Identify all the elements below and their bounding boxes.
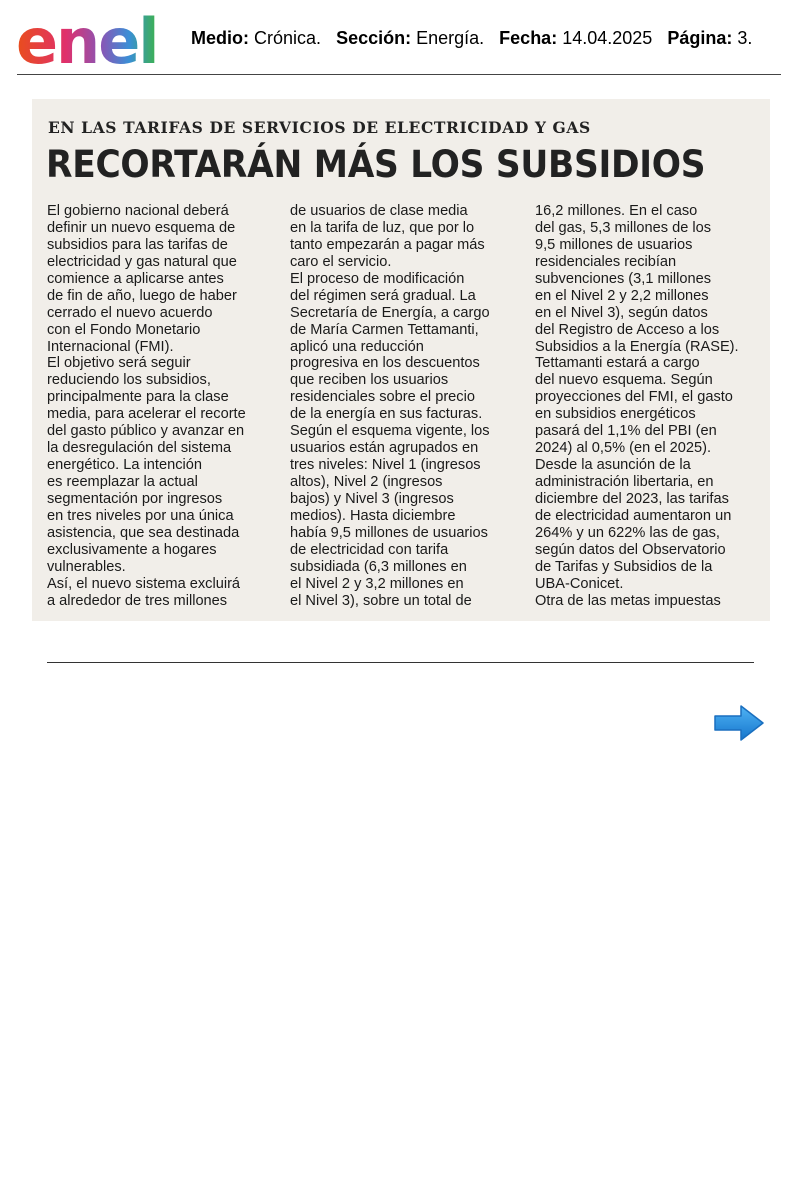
article-text-line: en tres niveles por una única (47, 507, 234, 524)
article-text-line: con el Fondo Monetario (47, 321, 201, 338)
article-text-line: del régimen será gradual. La (290, 287, 476, 304)
article-column-3 (535, 203, 739, 610)
pagina-value: 3. (737, 28, 753, 48)
article-text-line: UBA-Conicet. (535, 575, 624, 592)
article-text-line: principalmente para la clase (47, 389, 229, 406)
article-text-line: es reemplazar la actual (47, 474, 198, 490)
publication-meta (191, 28, 752, 49)
article-text-line: la desregulación del sistema (47, 440, 232, 457)
article-text-line: el Nivel 2 y 3,2 millones en (290, 575, 464, 592)
medio-label: Medio: (191, 28, 249, 48)
article-text-line: administración libertaria, en (535, 474, 714, 490)
article-text-line: 2024) al 0,5% (en el 2025). (535, 440, 712, 457)
article-text-line: definir un nuevo esquema de (47, 219, 236, 236)
article-text-line: de María Carmen Tettamanti, (290, 321, 479, 338)
medio-value: Crónica. (254, 28, 322, 48)
news-clipping (32, 99, 770, 621)
article-text-line: de la energía en sus facturas. (290, 406, 483, 423)
article-text-line: exclusivamente a hogares (47, 541, 217, 558)
article-text-line: altos), Nivel 2 (ingresos (290, 474, 443, 490)
article-text-line: subvenciones (3,1 millones (535, 270, 712, 287)
article-text-line: tres niveles: Nivel 1 (ingresos (290, 457, 481, 474)
article-text-line: El proceso de modificación (290, 270, 465, 287)
header-divider (17, 74, 781, 75)
article-text-line: Así, el nuevo sistema excluirá (47, 575, 241, 592)
pagina-label: Página: (667, 28, 733, 48)
article-text-line: de usuarios de clase media (290, 203, 468, 219)
article-text-line: asistencia, que sea destinada (47, 524, 240, 541)
article-text-line: 16,2 millones. En el caso (535, 203, 698, 219)
article-text-line: bajos) y Nivel 3 (ingresos (290, 490, 454, 507)
article-text-line: caro el servicio. (290, 253, 392, 270)
article-column-1 (47, 203, 246, 610)
article-text-line: a alrededor de tres millones (47, 592, 228, 609)
article-text-line: energético. La intención (47, 457, 202, 474)
article-text-line: en subsidios energéticos (535, 406, 696, 423)
fecha-label: Fecha: (499, 28, 558, 48)
page-header (0, 0, 800, 76)
article-text-line: reduciendo los subsidios, (47, 372, 211, 389)
article-text-line: residenciales sobre el precio (290, 389, 475, 406)
article-text-line: cerrado el nuevo acuerdo (47, 304, 213, 321)
article-text-line: de electricidad aumentaron un (535, 507, 732, 524)
fecha-value: 14.04.2025 (562, 28, 653, 48)
article-text-line: medios). Hasta diciembre (290, 507, 456, 524)
article-text-line: Secretaría de Energía, a cargo (290, 304, 490, 321)
article-text-line: pasará del 1,1% del PBI (en (535, 423, 717, 440)
article-text-line: en el Nivel 3), según datos (535, 304, 708, 321)
article-kicker: EN LAS TARIFAS DE SERVICIOS DE ELECTRICIDAD Y GAS (48, 118, 591, 137)
article-text-line: en la tarifa de luz, que por lo (290, 219, 475, 236)
article-headline: RECORTARÁN MÁS LOS SUBSIDIOS (46, 143, 706, 186)
article-text-line: subsidios para las tarifas de (47, 236, 228, 253)
enel-logo (16, 8, 170, 68)
article-text-line: según datos del Observatorio (535, 541, 726, 558)
article-text-line: de Tarifas y Subsidios de la (535, 558, 713, 575)
article-text-line: Según el esquema vigente, los (290, 423, 490, 440)
seccion-label: Sección: (336, 28, 412, 48)
article-text-line: El gobierno nacional deberá (47, 203, 229, 219)
svg-text:enel: enel (16, 8, 158, 68)
article-text-line: subsidiada (6,3 millones en (290, 558, 467, 575)
article-text-line: Subsidios a la Energía (RASE). (535, 338, 739, 355)
article-text-line: el Nivel 3), sobre un total de (290, 592, 472, 609)
article-text-line: El objetivo será seguir (47, 355, 191, 372)
article-text-line: electricidad y gas natural que (47, 253, 237, 270)
article-text-line: había 9,5 millones de usuarios (290, 524, 488, 541)
article-text-line: vulnerables. (47, 558, 126, 575)
article-text-line: 9,5 millones de usuarios (535, 236, 693, 253)
article-text-line: aplicó una reducción (290, 338, 424, 355)
article-text-line: residenciales recibían (535, 253, 677, 270)
article-text-line: segmentación por ingresos (47, 490, 223, 507)
article-text-line: proyecciones del FMI, el gasto (535, 389, 733, 406)
article-text-line: 264% y un 622% las de gas, (535, 524, 720, 541)
article-text-line: de fin de año, luego de haber (47, 287, 237, 304)
article-text-line: progresiva en los descuentos (290, 355, 480, 372)
article-text-line: Otra de las metas impuestas (535, 592, 721, 609)
article-text-line: del nuevo esquema. Según (535, 372, 713, 389)
footer-divider (47, 662, 754, 663)
article-text-line: de electricidad con tarifa (290, 541, 449, 558)
article-text-line: que reciben los usuarios (290, 372, 449, 389)
article-text-line: comience a aplicarse antes (47, 270, 224, 287)
article-text-line: Internacional (FMI). (47, 338, 174, 355)
article-column-2 (290, 203, 490, 610)
article-text-line: en el Nivel 2 y 2,2 millones (535, 287, 709, 304)
article-text-line: diciembre del 2023, las tarifas (535, 490, 729, 507)
article-text-line: media, para acelerar el recorte (47, 406, 246, 423)
article-text-line: del Registro de Acceso a los (535, 321, 720, 338)
article-text-line: tanto empezarán a pagar más (290, 236, 485, 253)
article-text-line: del gasto público y avanzar en (47, 423, 245, 440)
article-text-line: Desde la asunción de la (535, 457, 691, 474)
article-text-line: usuarios están agrupados en (290, 440, 479, 457)
article-text-line: Tettamanti estará a cargo (535, 355, 700, 372)
article-text-line: del gas, 5,3 millones de los (535, 219, 712, 236)
seccion-value: Energía. (416, 28, 485, 48)
right-arrow-icon[interactable] (713, 704, 765, 742)
